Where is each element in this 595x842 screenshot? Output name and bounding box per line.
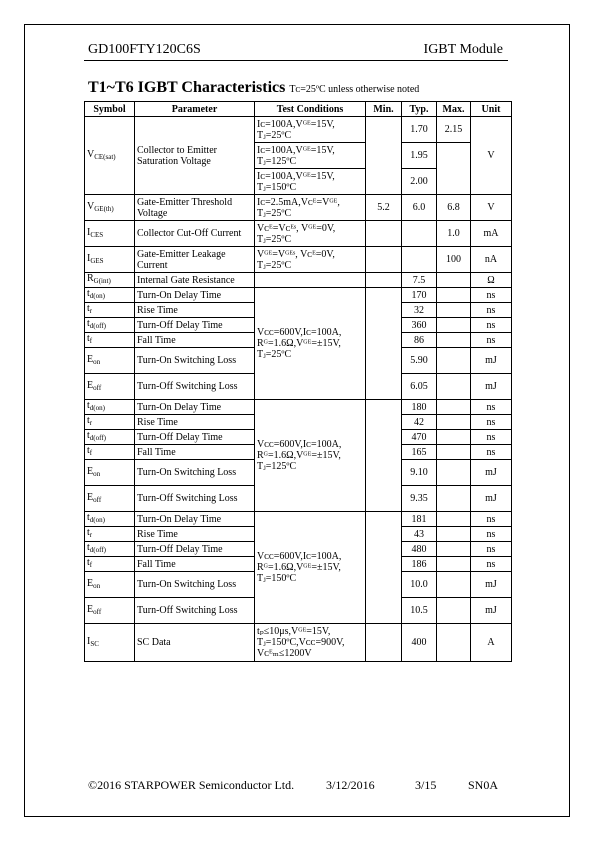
typ-cell: 6.0	[402, 195, 437, 221]
max-cell	[437, 415, 471, 430]
footer-revision: SN0A	[468, 778, 499, 792]
typ-cell: 180	[402, 400, 437, 415]
table-row	[85, 247, 512, 273]
typ-cell: 1.70	[402, 117, 437, 143]
table-row	[85, 400, 512, 415]
max-cell	[437, 512, 471, 527]
unit-cell: V	[471, 117, 512, 195]
parameter-cell: Turn-Off Switching Loss	[135, 486, 255, 512]
condition-note: Tᴄ=25ºC unless otherwise noted	[289, 84, 420, 95]
typ-cell: 10.5	[402, 598, 437, 624]
condition-cell: Iᴄ=2.5mA,Vᴄᴱ=Vᴳᴱ, Tⱼ=25ºC	[255, 195, 366, 221]
typ-cell: 2.00	[402, 169, 437, 195]
max-cell	[437, 486, 471, 512]
symbol-cell: $t_{d(off)}$	[85, 318, 135, 333]
symbol-cell: $t_f$	[85, 445, 135, 460]
typ-cell: 42	[402, 415, 437, 430]
unit-cell: ns	[471, 400, 512, 415]
symbol-cell: $I_{CES}$	[85, 221, 135, 247]
footer-date: 3/12/2016	[326, 778, 375, 792]
unit-cell: mJ	[471, 374, 512, 400]
table-header-row	[85, 102, 512, 117]
parameter-cell: Collector to Emitter Saturation Voltage	[135, 117, 255, 195]
condition-cell: Vᴄᴄ=600V,Iᴄ=100A, Rᴳ=1.6Ω,Vᴳᴱ=±15V, Tⱼ=150ºC	[255, 512, 366, 624]
symbol-cell: $I_{GES}$	[85, 247, 135, 273]
unit-cell: ns	[471, 288, 512, 303]
footer-copyright: ©2016 STARPOWER Semiconductor Ltd.	[88, 778, 295, 792]
typ-cell: 86	[402, 333, 437, 348]
condition-cell: Iᴄ=100A,Vᴳᴱ=15V, Tⱼ=125ºC	[255, 143, 366, 169]
symbol-cell: $t_f$	[85, 557, 135, 572]
typ-cell: 170	[402, 288, 437, 303]
parameter-cell: Turn-Off Delay Time	[135, 318, 255, 333]
document-type: IGBT Module	[423, 42, 503, 57]
unit-cell: A	[471, 624, 512, 662]
max-cell: 6.8	[437, 195, 471, 221]
characteristics-table	[84, 101, 512, 662]
unit-cell: ns	[471, 542, 512, 557]
condition-cell: Vᴄᴄ=600V,Iᴄ=100A, Rᴳ=1.6Ω,Vᴳᴱ=±15V, Tⱼ=125ºC	[255, 400, 366, 512]
typ-cell: 480	[402, 542, 437, 557]
symbol-cell: $R_{G(int)}$	[85, 273, 135, 288]
typ-cell: 165	[402, 445, 437, 460]
typ-cell: 186	[402, 557, 437, 572]
parameter-cell: Gate-Emitter Threshold Voltage	[135, 195, 255, 221]
symbol-cell: $t_r$	[85, 527, 135, 542]
max-cell	[437, 527, 471, 542]
symbol-cell: $E_{on}$	[85, 572, 135, 598]
unit-cell: mJ	[471, 598, 512, 624]
symbol-cell: $E_{off}$	[85, 486, 135, 512]
max-cell	[437, 542, 471, 557]
unit-cell: V	[471, 195, 512, 221]
unit-cell: mJ	[471, 348, 512, 374]
section-title-block	[88, 79, 419, 97]
col-header: Min.	[366, 102, 402, 117]
min-cell	[366, 288, 402, 400]
parameter-cell: Collector Cut-Off Current	[135, 221, 255, 247]
symbol-cell: $E_{off}$	[85, 374, 135, 400]
max-cell	[437, 598, 471, 624]
condition-cell: Vᴄᴄ=600V,Iᴄ=100A, Rᴳ=1.6Ω,Vᴳᴱ=±15V, Tⱼ=25ºC	[255, 288, 366, 400]
col-header: Unit	[471, 102, 512, 117]
typ-cell: 181	[402, 512, 437, 527]
unit-cell: ns	[471, 445, 512, 460]
symbol-cell: $t_{d(on)}$	[85, 512, 135, 527]
max-cell: 1.0	[437, 221, 471, 247]
condition-cell: Iᴄ=100A,Vᴳᴱ=15V, Tⱼ=25ºC	[255, 117, 366, 143]
parameter-cell: Turn-Off Switching Loss	[135, 598, 255, 624]
unit-cell: Ω	[471, 273, 512, 288]
symbol-cell: $E_{on}$	[85, 348, 135, 374]
min-cell	[366, 117, 402, 195]
max-cell	[437, 333, 471, 348]
symbol-cell: $t_{d(on)}$	[85, 400, 135, 415]
symbol-cell: $t_{d(off)}$	[85, 430, 135, 445]
max-cell	[437, 288, 471, 303]
max-cell	[437, 572, 471, 598]
typ-cell: 470	[402, 430, 437, 445]
typ-cell: 9.35	[402, 486, 437, 512]
symbol-cell: $t_f$	[85, 333, 135, 348]
table-row	[85, 512, 512, 527]
unit-cell: mJ	[471, 460, 512, 486]
max-cell	[437, 348, 471, 374]
col-header: Test Conditions	[255, 102, 366, 117]
min-cell	[366, 512, 402, 624]
typ-cell: 400	[402, 624, 437, 662]
unit-cell: ns	[471, 557, 512, 572]
parameter-cell: Turn-Off Switching Loss	[135, 374, 255, 400]
footer-page: 3/15	[415, 778, 437, 792]
typ-cell: 5.90	[402, 348, 437, 374]
col-header: Typ.	[402, 102, 437, 117]
typ-cell: 1.95	[402, 143, 437, 169]
unit-cell: mJ	[471, 572, 512, 598]
col-header: Parameter	[135, 102, 255, 117]
unit-cell: ns	[471, 527, 512, 542]
symbol-cell: $E_{on}$	[85, 460, 135, 486]
table-row	[85, 288, 512, 303]
unit-cell: ns	[471, 318, 512, 333]
condition-cell	[255, 273, 366, 288]
min-cell	[366, 247, 402, 273]
max-cell	[437, 374, 471, 400]
symbol-cell: $I_{SC}$	[85, 624, 135, 662]
min-cell: 5.2	[366, 195, 402, 221]
typ-cell: 360	[402, 318, 437, 333]
typ-cell: 9.10	[402, 460, 437, 486]
parameter-cell: Internal Gate Resistance	[135, 273, 255, 288]
parameter-cell: Gate-Emitter Leakage Current	[135, 247, 255, 273]
table-row	[85, 195, 512, 221]
typ-cell: 10.0	[402, 572, 437, 598]
parameter-cell: Turn-On Switching Loss	[135, 348, 255, 374]
min-cell	[366, 624, 402, 662]
table-row	[85, 624, 512, 662]
max-cell	[437, 430, 471, 445]
typ-cell: 43	[402, 527, 437, 542]
unit-cell: ns	[471, 430, 512, 445]
parameter-cell: Fall Time	[135, 557, 255, 572]
parameter-cell: Rise Time	[135, 527, 255, 542]
max-cell	[437, 400, 471, 415]
unit-cell: nA	[471, 247, 512, 273]
parameter-cell: Turn-On Switching Loss	[135, 572, 255, 598]
typ-cell	[402, 221, 437, 247]
table-row	[85, 273, 512, 288]
unit-cell: ns	[471, 303, 512, 318]
max-cell	[437, 557, 471, 572]
condition-cell: Iᴄ=100A,Vᴳᴱ=15V, Tⱼ=150ºC	[255, 169, 366, 195]
symbol-cell: $V_{CE(sat)}$	[85, 117, 135, 195]
unit-cell: ns	[471, 415, 512, 430]
max-cell: 100	[437, 247, 471, 273]
parameter-cell: Turn-On Delay Time	[135, 512, 255, 527]
typ-cell: 7.5	[402, 273, 437, 288]
unit-cell: ns	[471, 333, 512, 348]
parameter-cell: Turn-On Switching Loss	[135, 460, 255, 486]
parameter-cell: Rise Time	[135, 415, 255, 430]
unit-cell: mJ	[471, 486, 512, 512]
typ-cell: 6.05	[402, 374, 437, 400]
typ-cell	[402, 247, 437, 273]
switching-rows	[85, 288, 512, 624]
parameter-cell: SC Data	[135, 624, 255, 662]
parameter-cell: Fall Time	[135, 333, 255, 348]
condition-cell: Vᴄᴱ=Vᴄᴱˢ, Vᴳᴱ=0V, Tⱼ=25ºC	[255, 221, 366, 247]
parameter-cell: Fall Time	[135, 445, 255, 460]
part-number: GD100FTY120C6S	[88, 42, 201, 57]
col-header: Symbol	[85, 102, 135, 117]
table-row	[85, 117, 512, 143]
parameter-cell: Turn-Off Delay Time	[135, 430, 255, 445]
symbol-cell: $V_{GE(th)}$	[85, 195, 135, 221]
max-cell	[437, 318, 471, 333]
max-cell	[437, 303, 471, 318]
symbol-cell: $t_{d(on)}$	[85, 288, 135, 303]
max-cell	[437, 460, 471, 486]
max-cell	[437, 624, 471, 662]
parameter-cell: Turn-On Delay Time	[135, 288, 255, 303]
unit-cell: mA	[471, 221, 512, 247]
max-cell	[437, 445, 471, 460]
header-rule	[84, 60, 508, 61]
condition-cell: tₚ≤10μs,Vᴳᴱ=15V, Tⱼ=150ºC,Vᴄᴄ=900V, Vᴄᴱₘ≤1200V	[255, 624, 366, 662]
symbol-cell: $E_{off}$	[85, 598, 135, 624]
col-header: Max.	[437, 102, 471, 117]
typ-cell: 32	[402, 303, 437, 318]
min-cell	[366, 400, 402, 512]
min-cell	[366, 221, 402, 247]
table-row	[85, 221, 512, 247]
section-title: T1~T6 IGBT Characteristics	[88, 79, 286, 96]
parameter-cell: Turn-On Delay Time	[135, 400, 255, 415]
parameter-cell: Turn-Off Delay Time	[135, 542, 255, 557]
symbol-cell: $t_r$	[85, 415, 135, 430]
max-cell	[437, 273, 471, 288]
max-cell	[437, 143, 471, 195]
condition-cell: Vᴳᴱ=Vᴳᴱˢ, Vᴄᴱ=0V, Tⱼ=25ºC	[255, 247, 366, 273]
max-cell: 2.15	[437, 117, 471, 143]
unit-cell: ns	[471, 512, 512, 527]
symbol-cell: $t_{d(off)}$	[85, 542, 135, 557]
symbol-cell: $t_r$	[85, 303, 135, 318]
min-cell	[366, 273, 402, 288]
parameter-cell: Rise Time	[135, 303, 255, 318]
